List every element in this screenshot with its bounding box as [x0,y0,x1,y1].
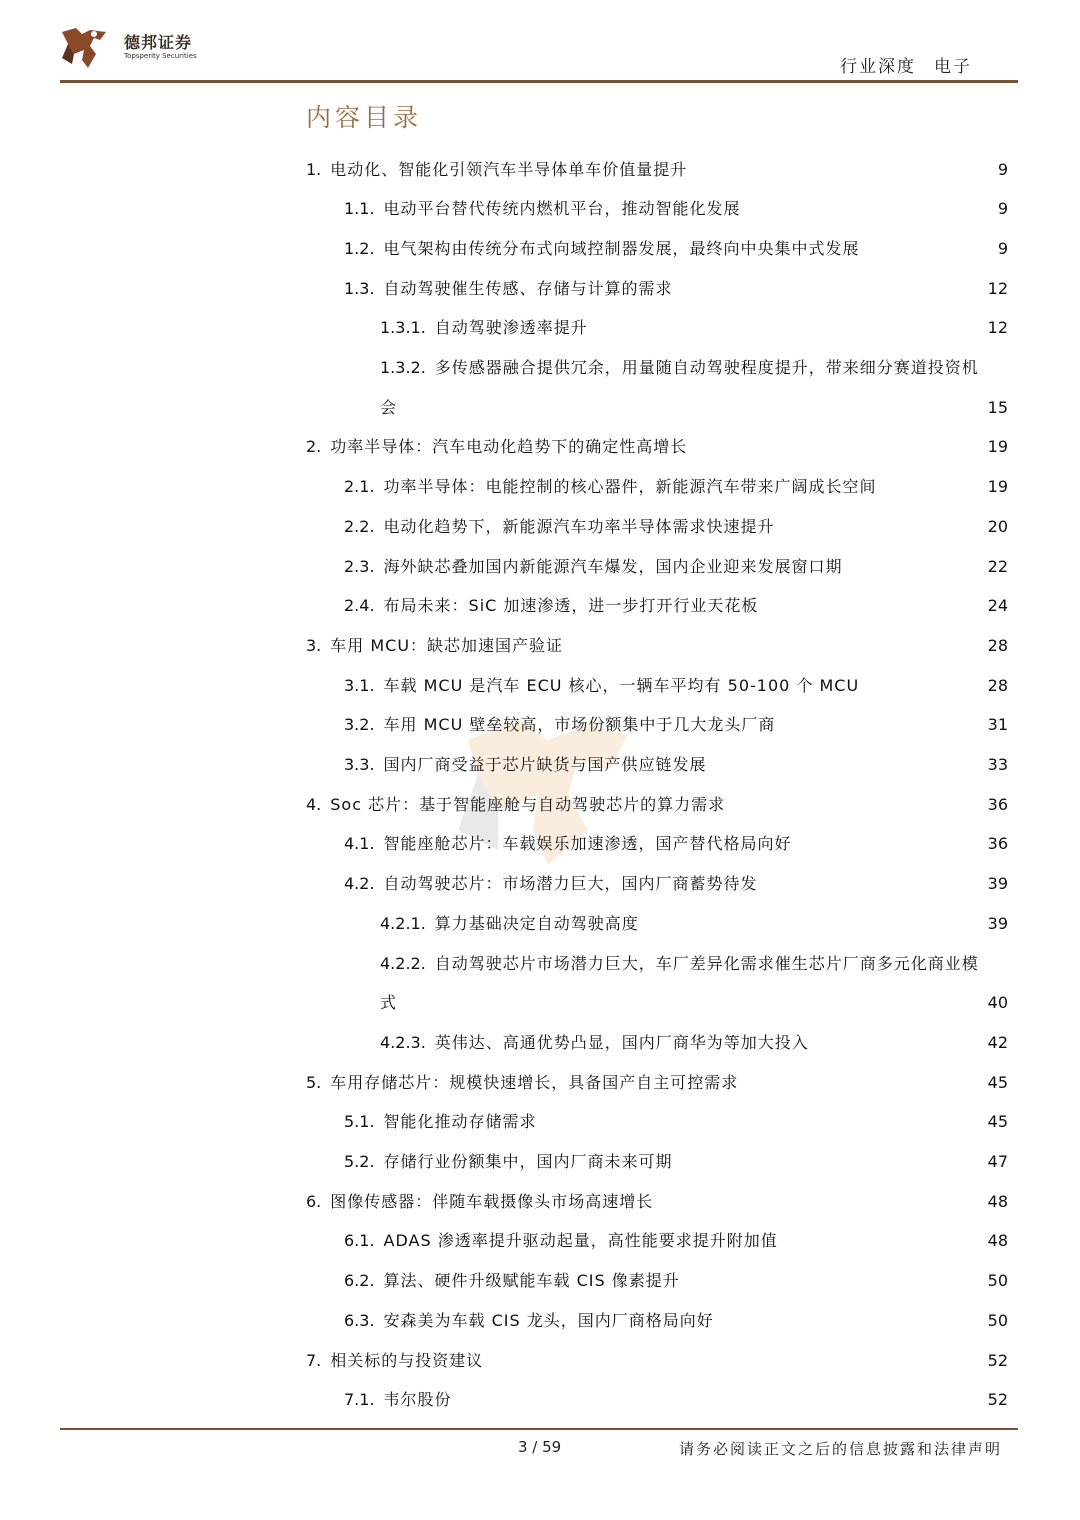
toc-entry[interactable] [344,825,1008,864]
toc-entry-number: 2.4. [344,596,375,616]
toc-dot-leader [745,204,996,214]
toc-entry-number: 3.2. [344,715,375,735]
toc-entry-page: 39 [987,874,1008,894]
toc-entry[interactable] [344,746,1008,785]
toc-entry-title: Soc 芯片：基于智能座舱与自动驾驶芯片的算力需求 [330,794,726,814]
toc-entry-number: 3.3. [344,755,375,774]
toc-dot-leader [691,165,996,175]
brand-logo-icon [60,24,112,70]
toc-entry-page: 28 [987,675,1008,695]
toc-entry[interactable] [380,1023,1008,1062]
toc-entry-title: ADAS 渗透率提升驱动起量，高性能要求提升附加值 [383,1231,778,1251]
toc-entry-page: 12 [987,278,1008,298]
toc-entry[interactable] [344,468,1008,507]
category-type: 行业深度 [840,57,916,77]
toc-entry-title: 海外缺芯叠加国内新能源汽车爆发，国内企业迎来发展窗口期 [383,556,843,576]
toc-dot-leader [567,641,986,651]
toc-dot-leader [677,284,986,294]
toc-entry-number: 1.1. [344,199,375,219]
toc-entry-number: 4.2.3. [380,1032,426,1052]
toc-entry-page: 48 [987,1191,1008,1211]
toc-entry-page: 45 [987,1072,1008,1092]
toc-dot-leader [813,1038,986,1048]
toc-entry[interactable] [306,785,1008,824]
toc-entry-title: 功率半导体：电能控制的核心器件，新能源汽车带来广阔成长空间 [383,477,877,497]
toc-entry-title: 算力基础决定自动驾驶高度 [434,913,639,933]
toc-entry-title: 国内厂商受益于芯片缺货与国产供应链发展 [383,755,707,774]
toc-entry[interactable] [380,984,1008,1023]
toc-dot-leader [643,919,986,929]
toc-entry-number: 1. [306,159,322,179]
toc-entry-number: 1.3.1. [380,318,426,338]
toc-dot-leader [456,1395,986,1405]
toc-entry-page: 36 [987,834,1008,854]
toc-entry-number: 2. [306,437,322,457]
toc-entry[interactable] [380,904,1008,943]
toc-entry-title: 英伟达、高通优势凸显，国内厂商华为等加大投入 [434,1032,809,1052]
toc-entry-number: 6.1. [344,1231,375,1251]
toc-entry-page: 50 [987,1310,1008,1330]
toc-entry-title: 式 [380,993,398,1013]
toc-entry-title: 自动驾驶芯片市场潜力巨大，车厂差异化需求催生芯片厂商多元化商业模 [434,953,979,973]
toc-entry-number: 6. [306,1191,322,1211]
toc-entry-page: 42 [987,1032,1008,1052]
toc-entry[interactable] [344,1301,1008,1340]
toc-dot-leader [779,720,985,730]
toc-entry-number: 4.2.2. [380,953,426,973]
toc-entry-page: 12 [987,318,1008,338]
toc-entry-title: 智能化推动存储需求 [383,1112,537,1132]
toc-entry-number: 5.2. [344,1152,375,1171]
toc-dot-leader [762,879,986,889]
toc-entry-number: 2.1. [344,477,375,497]
toc-entry-number: 5.1. [344,1112,375,1132]
toc-dot-leader [541,1117,986,1127]
toc-entry[interactable] [344,587,1008,626]
toc-entry[interactable] [344,1103,1008,1142]
toc-title: 内容目录 [306,103,423,132]
toc-entry-title: 电动平台替代传统内燃机平台，推动智能化发展 [383,199,741,219]
toc-entry-title: 自动驾驶催生传感、存储与计算的需求 [383,278,673,298]
toc-entry[interactable] [380,944,1008,983]
toc-entry-page: 33 [987,755,1008,774]
toc-dot-leader [691,442,985,452]
toc-entry-title: 电动化、智能化引领汽车半导体单车价值量提升 [330,159,688,179]
brand-name-en: Topsperity Securities [124,52,197,60]
toc-entry-title: 电气架构由传统分布式向域控制器发展，最终向中央集中式发展 [383,238,860,258]
toc-dot-leader [711,760,986,770]
toc-entry-page: 9 [997,199,1008,219]
toc-entry-number: 1.2. [344,238,375,258]
header-divider [60,80,1018,83]
toc-entry-title: 安森美为车载 CIS 龙头，国内厂商格局向好 [383,1310,714,1330]
toc-entry-title: 车用 MCU 壁垒较高，市场份额集中于几大龙头厂商 [383,715,776,735]
toc-entry-title: 会 [380,397,398,417]
category-sector: 电子 [934,57,972,77]
toc-dot-leader [401,998,986,1008]
toc-entry[interactable] [306,1341,1008,1380]
toc-entry-page: 9 [997,159,1008,179]
toc-dot-leader [742,1078,985,1088]
toc-entry[interactable] [380,309,1008,348]
toc-entry[interactable] [380,388,1008,427]
toc-dot-leader [729,800,986,810]
toc-entry-page: 19 [987,477,1008,497]
toc-entry-number: 7.1. [344,1390,375,1410]
toc-dot-leader [863,681,985,691]
page-number: 3 / 59 [518,1438,562,1456]
toc-entry-number: 1.3. [344,278,375,298]
toc-entry-page: 39 [987,913,1008,933]
toc-dot-leader [592,323,986,333]
toc-dot-leader [401,403,986,413]
toc-entry-number: 5. [306,1072,322,1092]
toc-entry-number: 2.2. [344,516,375,536]
toc-entry-title: 存储行业份额集中，国内厂商未来可期 [383,1152,673,1171]
toc-entry-title: 多传感器融合提供冗余，用量随自动驾驶程度提升，带来细分赛道投资机 [434,358,979,377]
toc-entry[interactable] [344,865,1008,904]
toc-entry[interactable] [344,1143,1008,1182]
toc-entry-page: 48 [987,1231,1008,1251]
toc-entry-title: 图像传感器：伴随车载摄像头市场高速增长 [330,1191,654,1211]
toc-entry[interactable] [306,150,1008,189]
toc-dot-leader [677,1157,986,1167]
toc-entry[interactable] [344,1262,1008,1301]
toc-entry-number: 4.2. [344,874,375,894]
toc-entry-page: 40 [987,993,1008,1013]
toc-entry[interactable] [344,507,1008,546]
toc-entry-page: 47 [987,1152,1008,1171]
toc-entry[interactable] [306,428,1008,467]
toc-dot-leader [796,839,986,849]
toc-entry-number: 6.2. [344,1271,375,1291]
toc-entry-title: 算法、硬件升级赋能车载 CIS 像素提升 [383,1271,680,1291]
toc-entry-number: 1.3.2. [380,358,426,377]
toc-entry-title: 车用 MCU：缺芯加速国产验证 [330,635,564,655]
report-category [840,52,972,77]
toc-dot-leader [684,1276,986,1286]
brand-logo [60,22,220,72]
toc-entry-number: 3.1. [344,675,375,695]
toc-entry-title: 布局未来：SiC 加速渗透，进一步打开行业天花板 [383,596,759,616]
toc-entry[interactable] [306,1063,1008,1102]
toc-entry-page: 50 [987,1271,1008,1291]
toc-entry-number: 4.1. [344,834,375,854]
toc-entry[interactable] [306,626,1008,665]
toc-dot-leader [864,244,996,254]
toc-entry[interactable] [344,1222,1008,1261]
toc-dot-leader [718,1316,986,1326]
toc-entry-number: 4.2.1. [380,913,426,933]
toc-entry-title: 自动驾驶渗透率提升 [434,318,588,338]
toc-entry-title: 功率半导体：汽车电动化趋势下的确定性高增长 [330,437,688,457]
toc-entry-page: 28 [987,635,1008,655]
toc-entry[interactable] [344,706,1008,745]
toc-entry-title: 车用存储芯片：规模快速增长，具备国产自主可控需求 [330,1072,739,1092]
toc-dot-leader [782,1236,986,1246]
toc-entry[interactable] [380,349,1008,388]
toc-entry-page: 24 [987,596,1008,616]
footer-disclaimer: 请务必阅读正文之后的信息披露和法律声明 [678,1440,1002,1458]
toc-entry-page: 52 [987,1390,1008,1410]
toc-dot-leader [487,1356,985,1366]
toc-entry[interactable] [344,666,1008,705]
toc-entry[interactable] [344,547,1008,586]
toc-entry[interactable] [344,269,1008,308]
toc-entry-title: 自动驾驶芯片：市场潜力巨大，国内厂商蓄势待发 [383,874,758,894]
toc-entry[interactable] [344,190,1008,229]
toc-entry[interactable] [306,1182,1008,1221]
toc-entry-page: 22 [987,556,1008,576]
toc-entry-page: 19 [987,437,1008,457]
toc-entry-number: 6.3. [344,1310,375,1330]
toc-entry-title: 智能座舱芯片：车载娱乐加速渗透，国产替代格局向好 [383,834,792,854]
toc-entry-number: 3. [306,635,322,655]
toc-dot-leader [847,562,986,572]
toc-entry-title: 韦尔股份 [383,1390,452,1410]
toc-dot-leader [762,601,985,611]
toc-dot-leader [779,522,986,532]
toc-entry-number: 4. [306,794,322,814]
toc-entry-title: 相关标的与投资建议 [330,1350,484,1370]
toc-entry-title: 车载 MCU 是汽车 ECU 核心，一辆车平均有 50-100 个 MCU [383,675,860,695]
toc-entry[interactable] [344,229,1008,268]
toc-entry-page: 20 [987,516,1008,536]
brand-name-cn: 德邦证券 [124,33,193,52]
toc-entry-title: 电动化趋势下，新能源汽车功率半导体需求快速提升 [383,516,775,536]
toc-entry-page: 31 [987,715,1008,735]
toc-entry[interactable] [344,1381,1008,1420]
toc-entry-page: 45 [987,1112,1008,1132]
toc-entry-number: 7. [306,1350,322,1370]
toc-entry-page: 15 [987,397,1008,417]
toc-entry-number: 2.3. [344,556,375,576]
toc-entry-page: 9 [997,238,1008,258]
toc-entry-page: 52 [987,1350,1008,1370]
toc-entry-page: 36 [987,794,1008,814]
toc-dot-leader [881,482,986,492]
toc-dot-leader [657,1197,985,1207]
footer-divider [60,1428,1018,1430]
